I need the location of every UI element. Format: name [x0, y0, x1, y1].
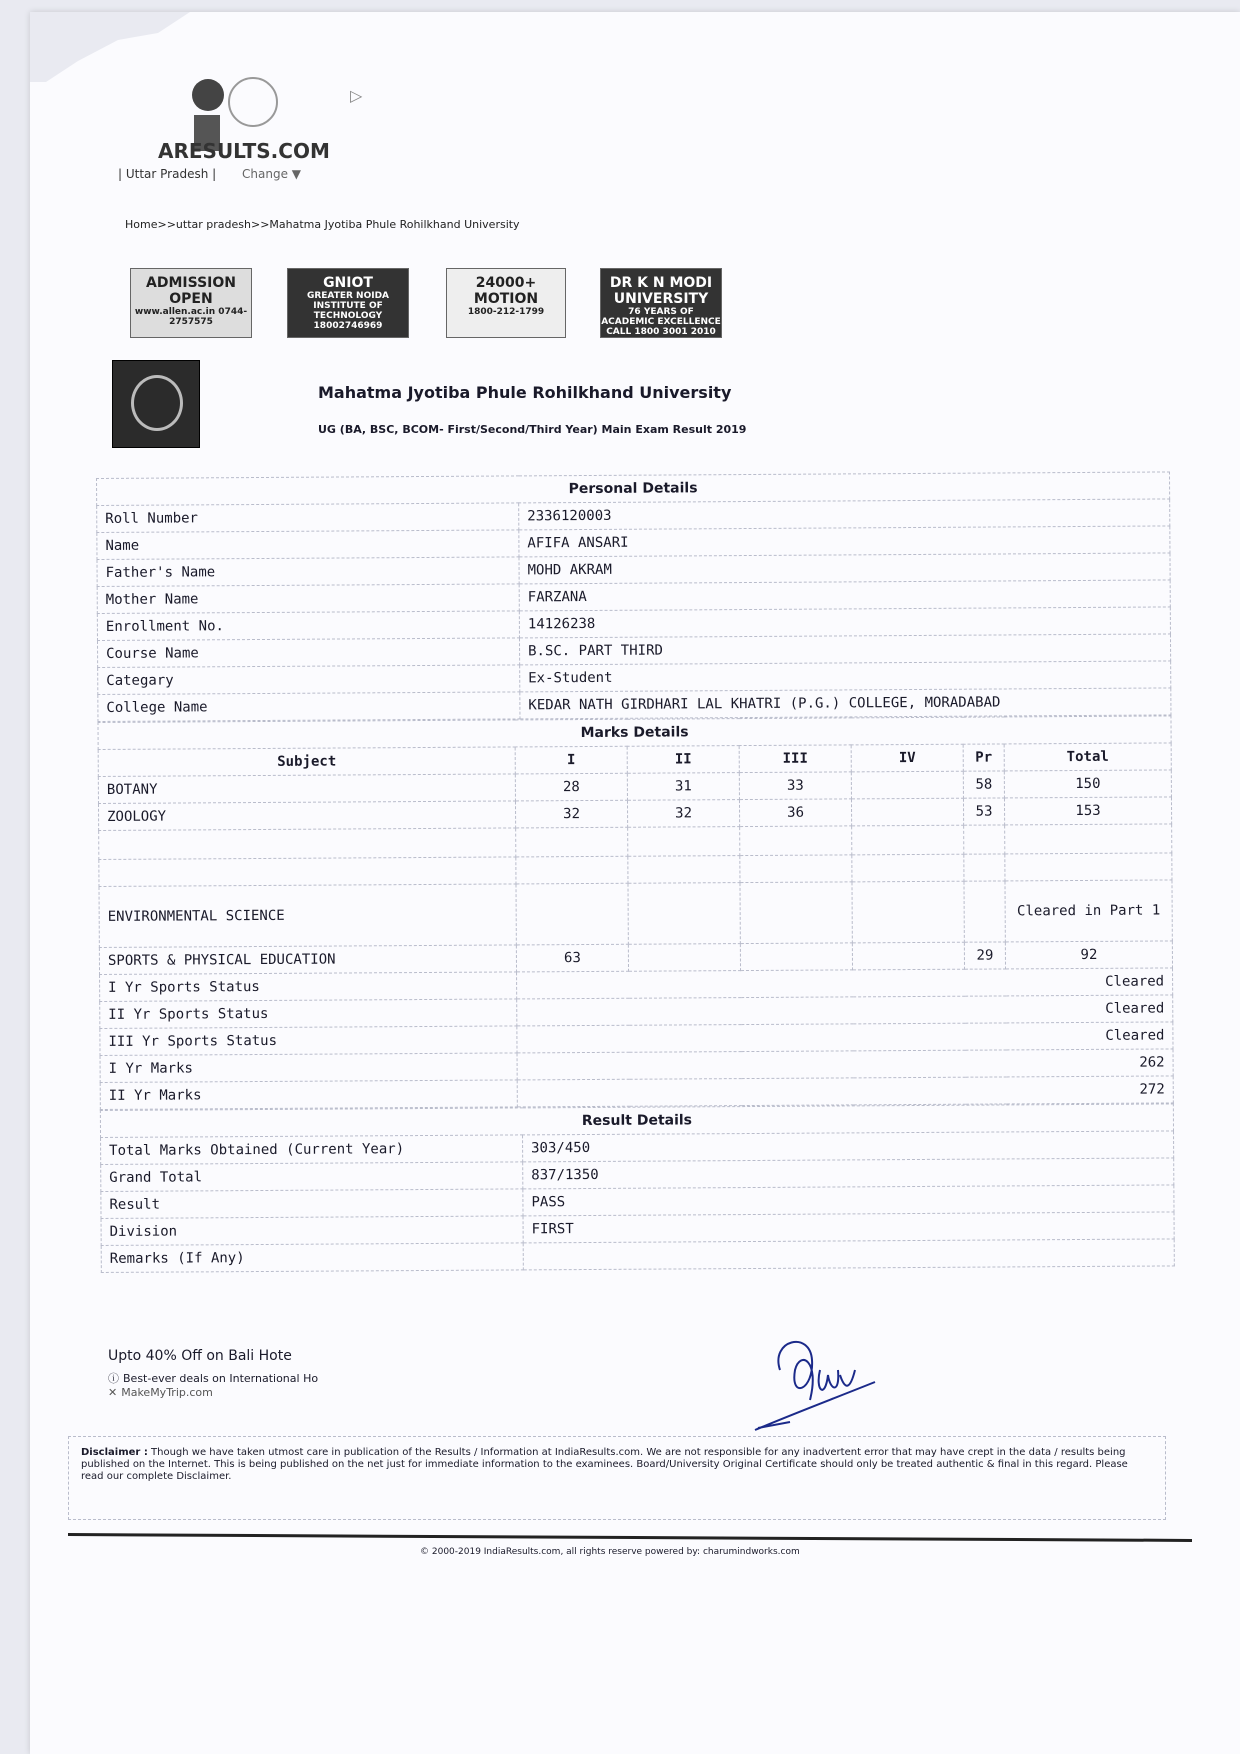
table-row — [99, 880, 1172, 948]
disclaimer-box — [68, 1436, 1166, 1520]
ad-title: ADMISSION OPEN — [146, 275, 236, 307]
row-label: Roll Number — [97, 503, 519, 533]
personal-details-heading: Personal Details — [97, 472, 1170, 506]
result-sheet — [96, 471, 1175, 1303]
mark-pr: 29 — [964, 942, 1005, 969]
ad-title: 24000+ MOTION — [473, 275, 539, 307]
row-label: Father's Name — [97, 557, 519, 587]
empty-cell — [740, 882, 852, 944]
bottom-ad-source: MakeMyTrip.com — [121, 1386, 213, 1399]
torn-corner — [30, 12, 190, 82]
col-subject: Subject — [98, 747, 515, 777]
mark-i: 32 — [515, 800, 627, 828]
col-ii: II — [627, 746, 739, 774]
mark-i: 63 — [516, 944, 628, 972]
brand-name: ARESULTS.COM — [158, 139, 330, 163]
row-label: Enrollment No. — [97, 611, 519, 641]
empty-cell — [740, 943, 852, 971]
mark-i: 28 — [515, 773, 627, 801]
ad-banner-row — [130, 268, 730, 346]
location-label: | Uttar Pradesh | — [118, 167, 217, 181]
subject-name: ENVIRONMENTAL SCIENCE — [99, 884, 516, 948]
empty-cell — [852, 942, 964, 970]
row-label: Result — [101, 1189, 523, 1219]
row-value — [523, 1239, 1174, 1270]
disclaimer-label: Disclaimer : — [81, 1447, 148, 1458]
col-pr: Pr — [963, 744, 1004, 771]
empty-cell — [99, 828, 516, 860]
ad-sub: GREATER NOIDA INSTITUTE OF TECHNOLOGY 18002746969 — [306, 291, 390, 331]
empty-cell — [1005, 824, 1172, 854]
subject-name: BOTANY — [98, 774, 515, 804]
empty-cell — [1005, 853, 1172, 881]
mark-iii: 36 — [739, 799, 851, 827]
mark-ii: 32 — [627, 800, 739, 828]
ad-gniot[interactable] — [287, 268, 409, 338]
mark-ii: 31 — [627, 773, 739, 801]
status-value: Cleared — [517, 995, 1173, 1026]
handwritten-signature — [750, 1330, 880, 1435]
row-label: Categary — [98, 665, 520, 695]
subject-name: SPORTS & PHYSICAL EDUCATION — [99, 945, 516, 975]
col-total: Total — [1004, 743, 1171, 771]
row-label: College Name — [98, 692, 520, 722]
state-map-icon — [228, 77, 278, 127]
row-value: 14126238 — [519, 607, 1170, 638]
row-value: MOHD AKRAM — [519, 553, 1170, 584]
row-value: B.SC. PART THIRD — [519, 634, 1170, 665]
row-value: PASS — [523, 1185, 1174, 1216]
status-value: Cleared — [517, 968, 1173, 999]
empty-cell — [628, 827, 740, 857]
bottom-ad-sub: Best-ever deals on International Ho — [123, 1372, 319, 1385]
row-label: Name — [97, 530, 519, 560]
empty-cell — [964, 825, 1005, 854]
empty-cell — [740, 855, 852, 883]
change-location-link[interactable]: Change ▼ — [242, 167, 302, 181]
exam-title: UG (BA, BSC, BCOM- First/Second/Third Year) Main Exam Result 2019 — [318, 423, 747, 436]
empty-cell — [852, 825, 964, 855]
marks-details-heading: Marks Details — [98, 716, 1171, 750]
ad-motion[interactable] — [446, 268, 566, 338]
row-value: KEDAR NATH GIRDHARI LAL KHATRI (P.G.) COLLEGE, MORADABAD — [520, 688, 1171, 719]
location-bar — [118, 167, 301, 181]
row-label: Grand Total — [101, 1162, 523, 1192]
row-label: Division — [101, 1216, 523, 1246]
status-value: Cleared — [517, 1022, 1173, 1053]
ad-knmodi[interactable] — [600, 268, 722, 338]
row-label: Total Marks Obtained (Current Year) — [101, 1135, 523, 1165]
mark-total: 153 — [1004, 797, 1171, 825]
disclaimer-text: Though we have taken utmost care in publication of the Results / Information at IndiaResults.com. We are not responsible for any inadvertent error that may have crept in the data / results being published on the Internet. This is being published on the net just for immediate information to the examinees. Board/University Original Certificate should only be treated authentic & final in this regard. Please read our complete Disclaimer. — [81, 1447, 1128, 1482]
empty-cell — [852, 881, 964, 943]
row-value: 2336120003 — [519, 499, 1170, 530]
env-status: Cleared in Part 1 — [1005, 880, 1172, 942]
ad-allen[interactable] — [130, 268, 252, 338]
status-value: 272 — [517, 1076, 1173, 1107]
personal-details-table — [96, 471, 1171, 722]
row-label: Course Name — [97, 638, 519, 668]
empty-cell — [740, 826, 852, 856]
row-value: 303/450 — [523, 1131, 1174, 1162]
row-label: Mother Name — [97, 584, 519, 614]
row-value: Ex-Student — [520, 661, 1171, 692]
empty-cell — [516, 883, 628, 945]
status-label: I Yr Sports Status — [100, 972, 517, 1002]
col-iv: IV — [851, 744, 963, 772]
empty-cell — [516, 827, 628, 857]
status-label: II Yr Sports Status — [100, 999, 517, 1029]
mark-total: 150 — [1004, 770, 1171, 798]
status-value: 262 — [517, 1049, 1173, 1080]
empty-cell — [964, 881, 1005, 942]
empty-cell — [628, 883, 740, 945]
col-iii: III — [739, 745, 851, 773]
empty-cell — [628, 944, 740, 972]
mark-iv — [851, 771, 963, 799]
info-icon[interactable]: ⓘ — [108, 1372, 119, 1385]
ad-sub: 76 YEARS OF ACADEMIC EXCELLENCE CALL 1800 3001 2010 — [601, 307, 721, 337]
close-icon[interactable]: ✕ — [108, 1386, 118, 1399]
bottom-ad-title: Upto 40% Off on Bali Hote — [108, 1348, 292, 1364]
empty-cell — [516, 856, 628, 884]
mark-iv — [851, 798, 963, 826]
subject-name: ZOOLOGY — [98, 801, 515, 831]
table-row — [101, 1239, 1174, 1273]
result-details-heading: Result Details — [100, 1104, 1173, 1138]
row-value: FIRST — [523, 1212, 1174, 1243]
row-value: 837/1350 — [523, 1158, 1174, 1189]
mark-total: 92 — [1005, 941, 1172, 969]
result-details-table — [100, 1103, 1175, 1273]
empty-cell — [628, 856, 740, 884]
ad-sub: www.allen.ac.in 0744-2757575 — [134, 307, 248, 327]
empty-cell — [964, 854, 1005, 881]
play-icon[interactable]: ▷ — [350, 86, 363, 105]
ad-title: DR K N MODI UNIVERSITY — [609, 275, 713, 307]
university-seal-icon — [112, 360, 200, 448]
row-value: FARZANA — [519, 580, 1170, 611]
row-label: Remarks (If Any) — [101, 1243, 523, 1273]
breadcrumb[interactable]: Home>>uttar pradesh>>Mahatma Jyotiba Phule Rohilkhand University — [125, 218, 520, 231]
status-label: I Yr Marks — [100, 1053, 517, 1083]
mark-iii: 33 — [739, 772, 851, 800]
bottom-ad[interactable] — [108, 1348, 319, 1408]
mark-pr: 53 — [963, 798, 1004, 825]
row-value: AFIFA ANSARI — [519, 526, 1170, 557]
marks-details-table — [97, 715, 1173, 1110]
university-name: Mahatma Jyotiba Phule Rohilkhand University — [318, 383, 732, 402]
empty-cell — [852, 854, 964, 882]
footer-copyright: © 2000-2019 IndiaResults.com, all rights reserve powered by: charumindworks.com — [420, 1547, 800, 1557]
status-label: III Yr Sports Status — [100, 1026, 517, 1056]
logo-dot-icon — [192, 79, 224, 111]
site-logo[interactable] — [118, 75, 330, 185]
status-label: II Yr Marks — [100, 1080, 517, 1110]
ad-sub: 1800-212-1799 — [467, 307, 545, 317]
col-i: I — [515, 746, 627, 774]
mark-pr: 58 — [963, 771, 1004, 798]
empty-cell — [99, 857, 516, 887]
ad-title: GNIOT — [323, 275, 373, 291]
